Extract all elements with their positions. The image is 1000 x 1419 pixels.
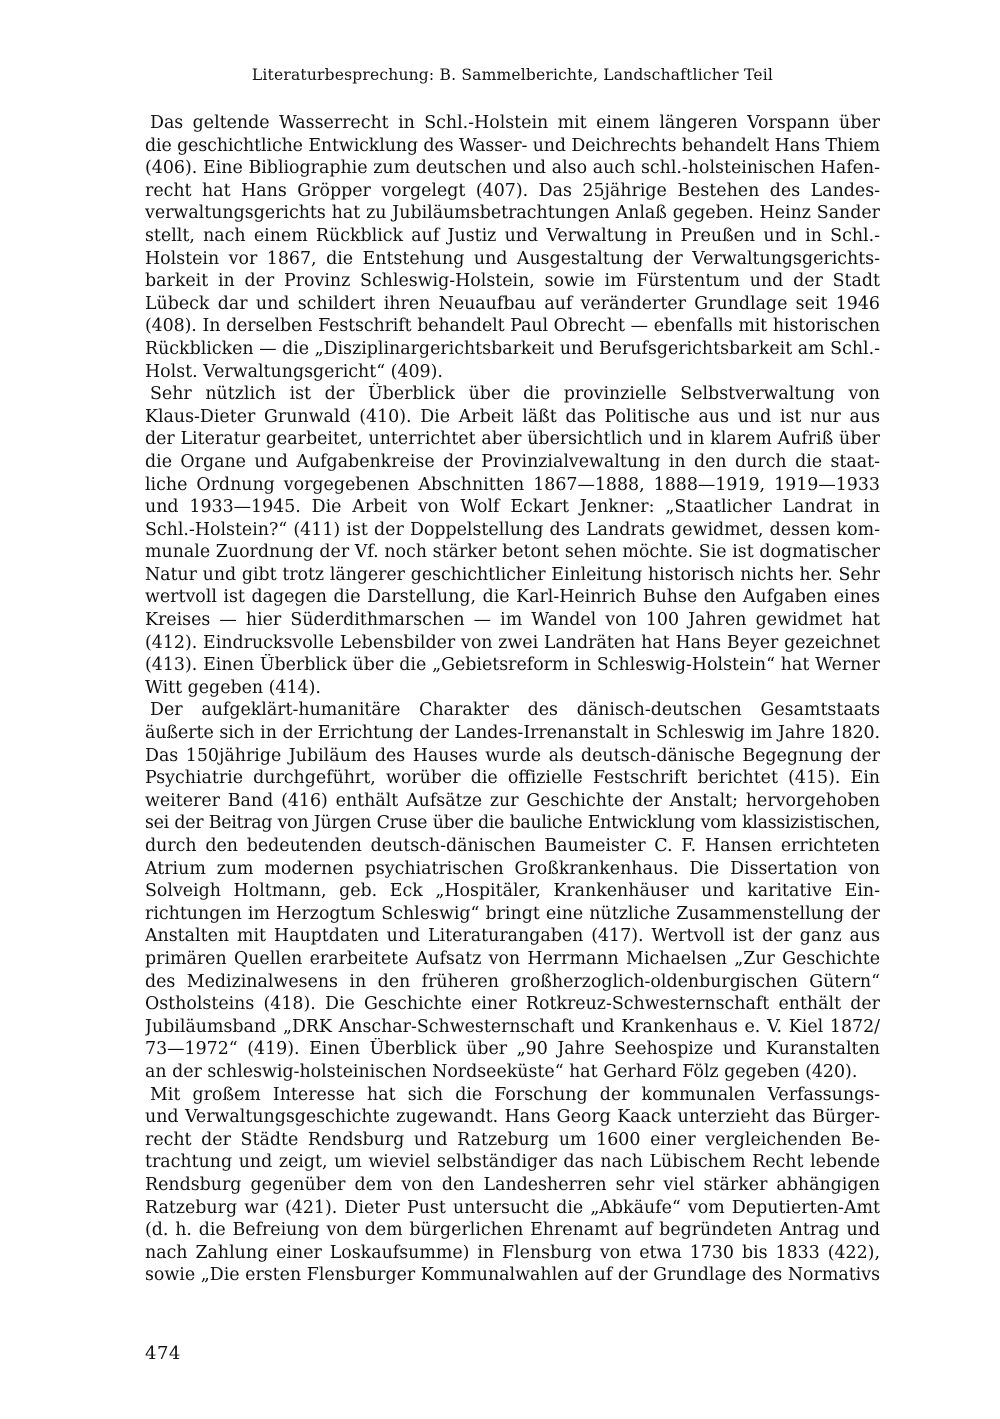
text-line: an der schleswig-holsteinischen Nordseeküste“ hat Gerhard Fölz gegeben (420). bbox=[145, 1061, 858, 1082]
text-line: (412). Eindrucksvolle Lebensbilder von zwei Landräten hat Hans Beyer gezeichnet bbox=[145, 632, 880, 653]
text-line: primären Quellen erarbeitete Aufsatz von Herrmann Michaelsen „Zur Geschichte bbox=[145, 948, 880, 969]
text-line: wertvoll ist dagegen die Darstellung, die Karl-Heinrich Buhse den Aufgaben eines bbox=[145, 587, 880, 608]
text-line: stellt, nach einem Rückblick auf Justiz und Verwaltung in Preußen und in Schl.- bbox=[145, 225, 880, 246]
text-line: nach Zahlung einer Loskaufsumme) in Flensburg von etwa 1730 bis 1833 (422), bbox=[145, 1242, 880, 1263]
text-line: Rendsburg gegenüber dem von den Landesherren sehr viel stärker abhängigen bbox=[145, 1174, 880, 1195]
text-line: Atrium zum modernen psychiatrischen Großkrankenhaus. Die Dissertation von bbox=[145, 858, 880, 879]
text-line: Das geltende Wasserrecht in Schl.-Holstein mit einem längeren Vorspann über bbox=[150, 113, 880, 133]
text-line: Schl.-Holstein?“ (411) ist der Doppelstellung des Landrats gewidmet, dessen kom- bbox=[145, 519, 880, 540]
body-text bbox=[145, 112, 880, 1287]
text-line: Das 150jährige Jubiläum des Hauses wurde als deutsch-dänische Begegnung der bbox=[145, 745, 880, 766]
paragraph bbox=[145, 383, 880, 699]
text-line: die geschichtliche Entwicklung des Wasser- und Deichrechts behandelt Hans Thiem bbox=[145, 135, 880, 156]
text-line: sowie „Die ersten Flensburger Kommunalwahlen auf der Grundlage des Normativs bbox=[145, 1265, 880, 1286]
paragraph bbox=[145, 112, 880, 383]
text-line: Sehr nützlich ist der Überblick über die provinzielle Selbstverwaltung von bbox=[150, 384, 880, 405]
text-line: liche Ordnung vorgegebenen Abschnitten 1867—1888, 1888—1919, 1919—1933 bbox=[145, 474, 880, 495]
text-line: des Medizinalwesens in den früheren großherzoglich-oldenburgischen Gütern“ bbox=[145, 971, 880, 992]
document-page bbox=[145, 0, 880, 1419]
page-number: 474 bbox=[145, 1343, 181, 1364]
text-line: sei der Beitrag von Jürgen Cruse über die bauliche Entwicklung vom klassizistischen, bbox=[145, 813, 880, 834]
text-line: Holst. Verwaltungsgericht“ (409). bbox=[145, 361, 443, 382]
paragraph bbox=[145, 1084, 880, 1287]
text-line: und Verwaltungsgeschichte zugewandt. Hans Georg Kaack unterzieht das Bürger- bbox=[145, 1107, 880, 1128]
text-line: der Literatur gearbeitet, unterrichtet aber übersichtlich und in klarem Aufriß über bbox=[145, 429, 880, 450]
text-line: Der aufgeklärt-humanitäre Charakter des dänisch-deutschen Gesamtstaats bbox=[150, 700, 880, 721]
text-line: (d. h. die Befreiung von dem bürgerlichen Ehrenamt auf begründeten Antrag und bbox=[145, 1220, 880, 1241]
text-line: Holstein vor 1867, die Entstehung und Ausgestaltung der Verwaltungsgerichts- bbox=[145, 248, 880, 269]
text-line: (408). In derselben Festschrift behandelt Paul Obrecht — ebenfalls mit historischen bbox=[145, 316, 880, 337]
text-line: Jubiläumsband „DRK Anschar-Schwesternschaft und Krankenhaus e. V. Kiel 1872/ bbox=[145, 1016, 880, 1037]
text-line: recht der Städte Rendsburg und Ratzeburg um 1600 einer vergleichenden Be- bbox=[145, 1129, 880, 1150]
text-line: barkeit in der Provinz Schleswig-Holstein, sowie im Fürstentum und der Stadt bbox=[145, 271, 880, 292]
text-line: Ratzeburg war (421). Dieter Pust untersucht die „Abkäufe“ vom Deputierten-Amt bbox=[145, 1197, 880, 1218]
text-line: verwaltungsgerichts hat zu Jubiläumsbetrachtungen Anlaß gegeben. Heinz Sander bbox=[145, 203, 880, 224]
text-line: (406). Eine Bibliographie zum deutschen und also auch schl.-holsteinischen Hafen- bbox=[145, 158, 880, 179]
text-line: trachtung und zeigt, um wieviel selbständiger das nach Lübischem Recht lebende bbox=[145, 1152, 880, 1173]
text-line: recht hat Hans Gröpper vorgelegt (407). Das 25jährige Bestehen des Landes- bbox=[145, 180, 880, 201]
text-line: Rückblicken — die „Disziplinargerichtsbarkeit und Berufsgerichtsbarkeit am Schl.- bbox=[145, 338, 880, 359]
text-line: und 1933—1945. Die Arbeit von Wolf Eckart Jenkner: „Staatlicher Landrat in bbox=[145, 497, 880, 518]
text-line: äußerte sich in der Errichtung der Landes-Irrenanstalt in Schleswig im Jahre 1820. bbox=[145, 723, 880, 744]
text-line: 73—1972“ (419). Einen Überblick über „90 Jahre Seehospize und Kuranstalten bbox=[145, 1039, 880, 1060]
text-line: Mit großem Interesse hat sich die Forschung der kommunalen Verfassungs- bbox=[150, 1084, 880, 1105]
text-line: munale Zuordnung der Vf. noch stärker betont sehen möchte. Sie ist dogmatischer bbox=[145, 542, 880, 563]
running-head: Literaturbesprechung: B. Sammelberichte, Landschaftlicher Teil bbox=[251, 66, 774, 84]
text-line: weiterer Band (416) enthält Aufsätze zur Geschichte der Anstalt; hervorgehoben bbox=[145, 790, 880, 811]
paragraph bbox=[145, 699, 880, 1083]
text-line: Anstalten mit Hauptdaten und Literaturangaben (417). Wertvoll ist der ganz aus bbox=[145, 926, 880, 947]
text-line: Kreises — hier Süderdithmarschen — im Wandel von 100 Jahren gewidmet hat bbox=[145, 610, 880, 631]
text-line: Lübeck dar und schildert ihren Neuaufbau auf veränderter Grundlage seit 1946 bbox=[145, 293, 880, 314]
text-line: Ostholsteins (418). Die Geschichte einer Rotkreuz-Schwesternschaft enthält der bbox=[145, 994, 880, 1015]
text-line: richtungen im Herzogtum Schleswig“ bringt eine nützliche Zusammenstellung der bbox=[145, 903, 880, 924]
text-line: durch den bedeutenden deutsch-dänischen Baumeister C. F. Hansen errichteten bbox=[145, 836, 880, 856]
text-line: Psychiatrie durchgeführt, worüber die offizielle Festschrift berichtet (415). Ein bbox=[145, 768, 880, 789]
text-line: Klaus-Dieter Grunwald (410). Die Arbeit läßt das Politische aus und ist nur aus bbox=[145, 406, 880, 427]
text-line: Witt gegeben (414). bbox=[145, 677, 321, 698]
text-line: Solveigh Holtmann, geb. Eck „Hospitäler, Krankenhäuser und karitative Ein- bbox=[145, 881, 880, 902]
text-line: die Organe und Aufgabenkreise der Provinzialvewaltung in den durch die staat- bbox=[145, 451, 880, 472]
text-line: (413). Einen Überblick über die „Gebietsreform in Schleswig-Holstein“ hat Werner bbox=[145, 655, 880, 676]
text-line: Natur und gibt trotz längerer geschichtlicher Einleitung historisch nichts her. Sehr bbox=[145, 564, 880, 585]
